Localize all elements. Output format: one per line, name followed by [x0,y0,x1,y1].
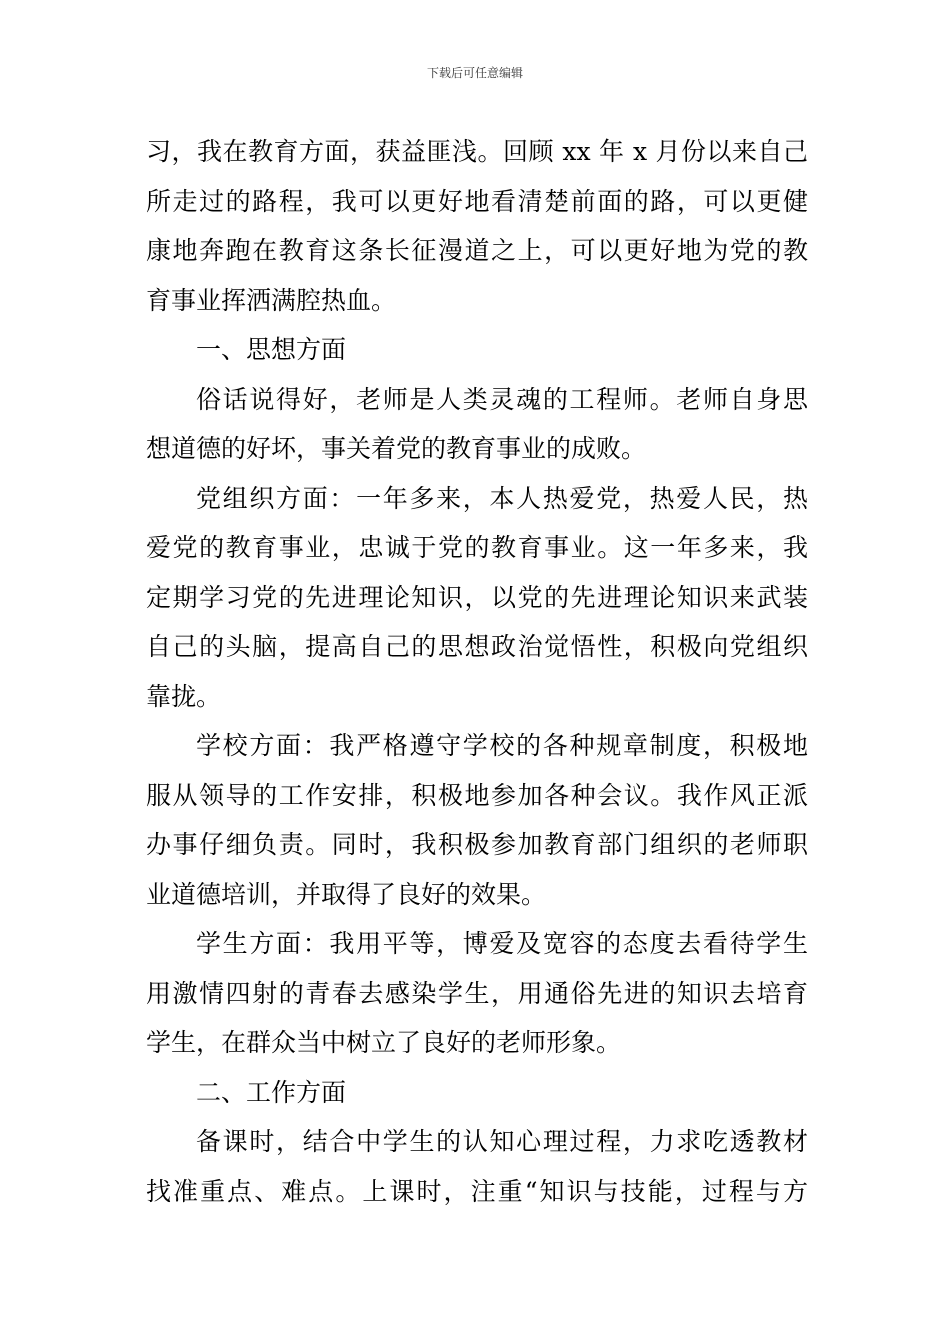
text-line: 服从领导的工作安排，积极地参加各种会议。我作风正派 [146,780,808,810]
text-line: 办事仔细负责。同时，我积极参加教育部门组织的老师职 [146,830,808,859]
text-line: 学生，在群众当中树立了良好的老师形象。 [146,1028,622,1057]
text-line: 二、工作方面 [196,1077,347,1107]
text-line: 一、思想方面 [196,335,347,364]
text-line: 康地奔跑在教育这条长征漫道之上，可以更好地为党的教 [146,236,808,265]
text-line: 爱党的教育事业，忠诚于党的教育事业。这一年多来，我 [146,533,808,562]
text-line: 业道德培训，并取得了良好的效果。 [146,879,547,909]
text-line: 习，我在教育方面，获益匪浅。回顾 xx 年 x 月份以来自己 [146,137,808,166]
text-line: 用激情四射的青春去感染学生，用通俗先进的知识去培育 [146,978,808,1008]
text-line: 找准重点、难点。上课时，注重“知识与技能，过程与方 [146,1176,808,1206]
text-line: 育事业挥洒满腔热血。 [146,285,397,315]
page-header-note: 下载后可任意编辑 [426,66,523,80]
text-line: 学校方面：我严格遵守学校的各种规章制度，积极地 [196,731,808,760]
text-line: 自己的头脑，提高自己的思想政治觉悟性，积极向党组织 [146,632,808,661]
text-line: 想道德的好坏，事关着党的教育事业的成败。 [146,434,647,463]
text-line: 定期学习党的先进理论知识，以党的先进理论知识来武装 [146,582,808,612]
text-line: 党组织方面：一年多来，本人热爱党，热爱人民，热 [196,483,808,513]
text-line: 俗话说得好，老师是人类灵魂的工程师。老师自身思 [196,384,808,414]
text-line: 备课时，结合中学生的认知心理过程，力求吃透教材 [196,1127,808,1156]
document-body [146,127,808,1216]
text-line: 所走过的路程，我可以更好地看清楚前面的路，可以更健 [146,186,808,216]
text-line: 学生方面：我用平等，博爱及宽容的态度去看待学生 [196,929,808,958]
text-line: 靠拢。 [146,681,222,711]
